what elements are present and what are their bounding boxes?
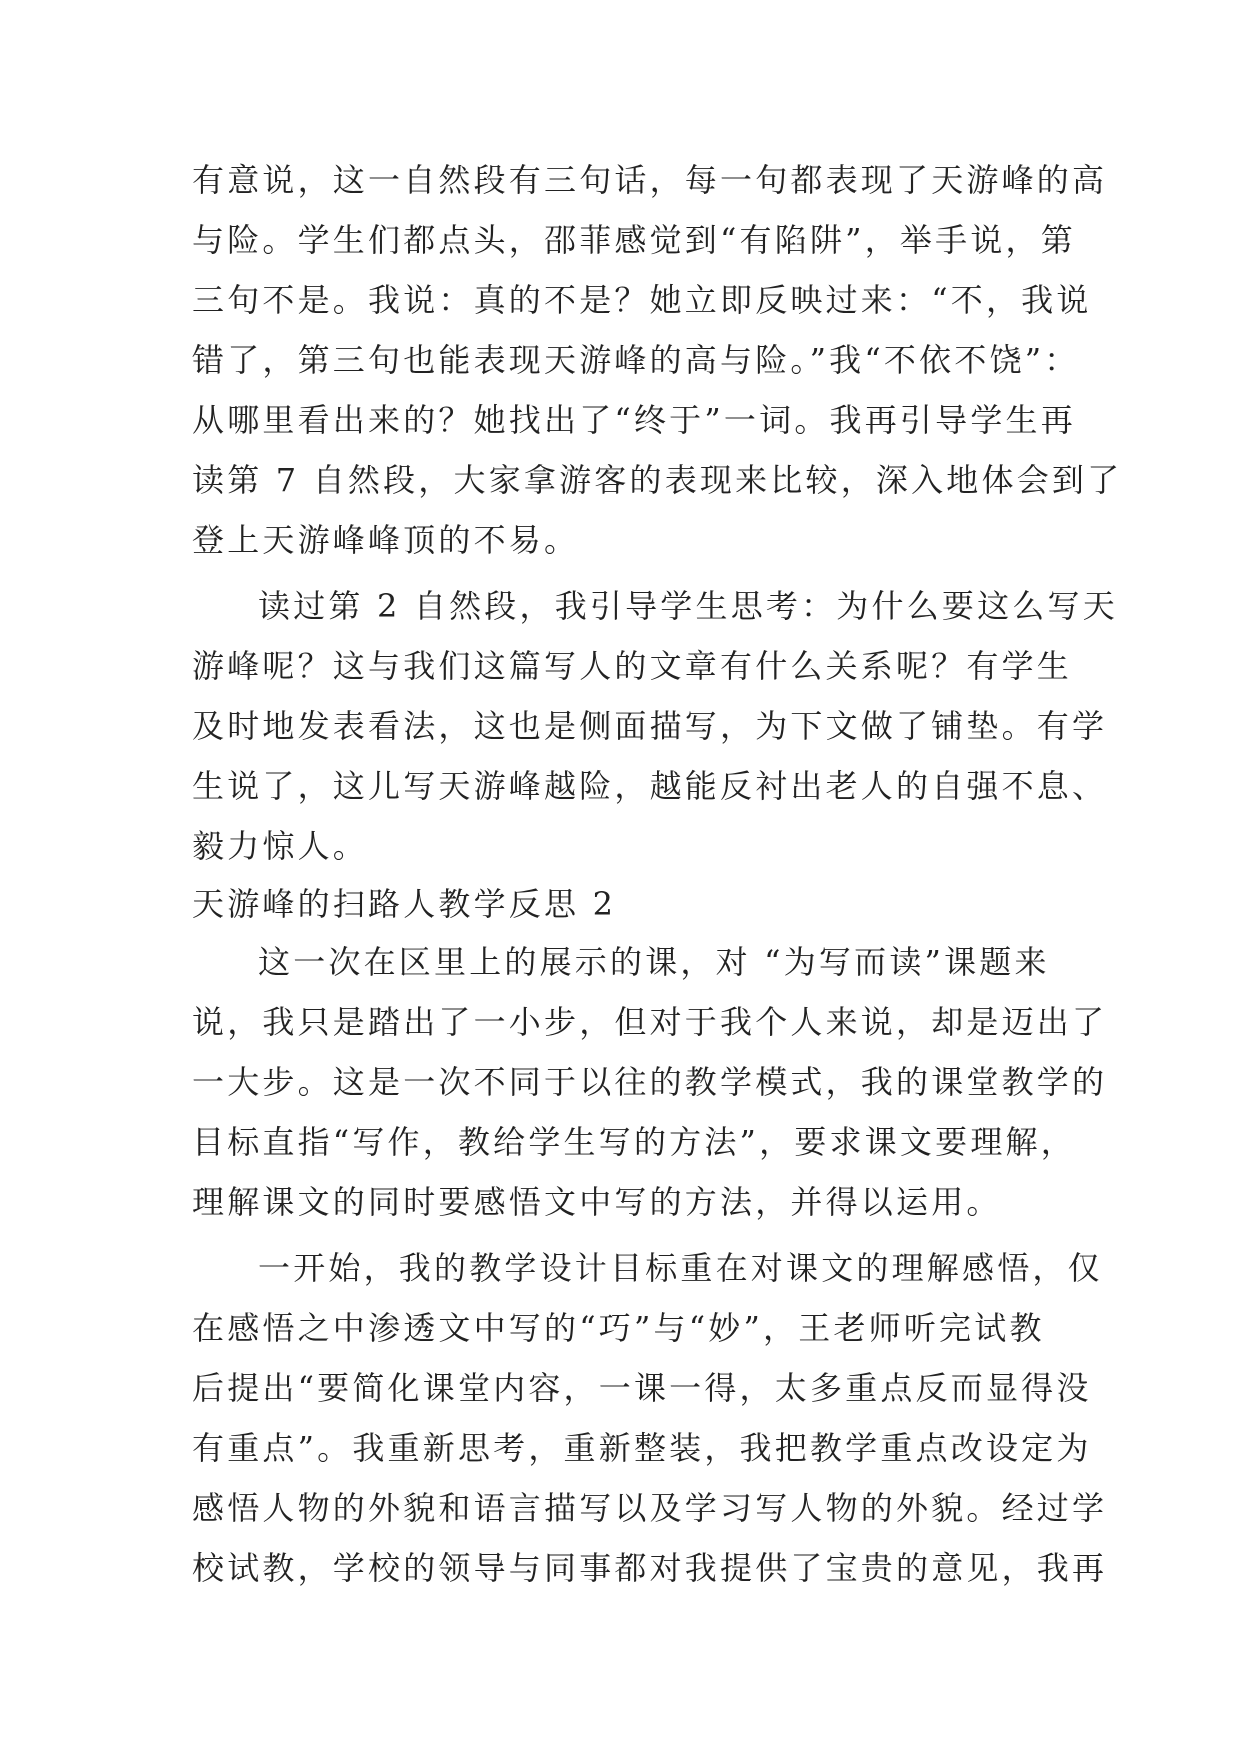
- text-line: 一大步。这是一次不同于以往的教学模式，我的课堂教学的: [192, 1063, 1108, 1101]
- text-line: 生说了，这儿写天游峰越险，越能反衬出老人的自强不息、: [192, 767, 1108, 805]
- text-line: 及时地发表看法，这也是侧面描写，为下文做了铺垫。有学: [192, 707, 1108, 745]
- paragraph-first-line: 一开始，我的教学设计目标重在对课文的理解感悟，仅: [258, 1249, 1103, 1287]
- text-line: 错了，第三句也能表现天游峰的高与险。”我“不依不饶”：: [192, 341, 1080, 379]
- text-line: 后提出“要简化课堂内容，一课一得，太多重点反而显得没: [192, 1369, 1092, 1407]
- text-line: 游峰呢？这与我们这篇写人的文章有什么关系呢？有学生: [192, 647, 1073, 685]
- paragraph-first-line: 这一次在区里上的展示的课，对 “为写而读”课题来: [258, 943, 1050, 981]
- text-line: 目标直指“写作，教给学生写的方法”，要求课文要理解，: [192, 1123, 1076, 1161]
- text-line: 与险。学生们都点头，邵菲感觉到“有陷阱”，举手说，第: [192, 221, 1076, 259]
- text-line: 理解课文的同时要感悟文中写的方法，并得以运用。: [192, 1183, 1002, 1221]
- section-heading: 天游峰的扫路人教学反思 2: [192, 885, 617, 923]
- text-line: 登上天游峰峰顶的不易。: [192, 521, 580, 559]
- text-line: 读第 7 自然段，大家拿游客的表现来比较，深入地体会到了: [192, 461, 1123, 499]
- text-line: 校试教，学校的领导与同事都对我提供了宝贵的意见，我再: [192, 1549, 1108, 1587]
- text-line: 从哪里看出来的？她找出了“终于”一词。我再引导学生再: [192, 401, 1076, 439]
- paragraph-first-line: 读过第 2 自然段，我引导学生思考：为什么要这么写天: [258, 587, 1118, 625]
- text-line: 说，我只是踏出了一小步，但对于我个人来说，却是迈出了: [192, 1003, 1108, 1041]
- text-line: 有意说，这一自然段有三句话，每一句都表现了天游峰的高: [192, 161, 1108, 199]
- text-line: 有重点”。我重新思考，重新整装，我把教学重点改设定为: [192, 1429, 1092, 1467]
- text-line: 毅力惊人。: [192, 827, 369, 865]
- text-line: 三句不是。我说：真的不是？她立即反映过来：“不，我说: [192, 281, 1092, 319]
- text-line: 感悟人物的外貌和语言描写以及学习写人物的外貌。经过学: [192, 1489, 1108, 1527]
- text-line: 在感悟之中渗透文中写的“巧”与“妙”，王老师听完试教: [192, 1309, 1045, 1347]
